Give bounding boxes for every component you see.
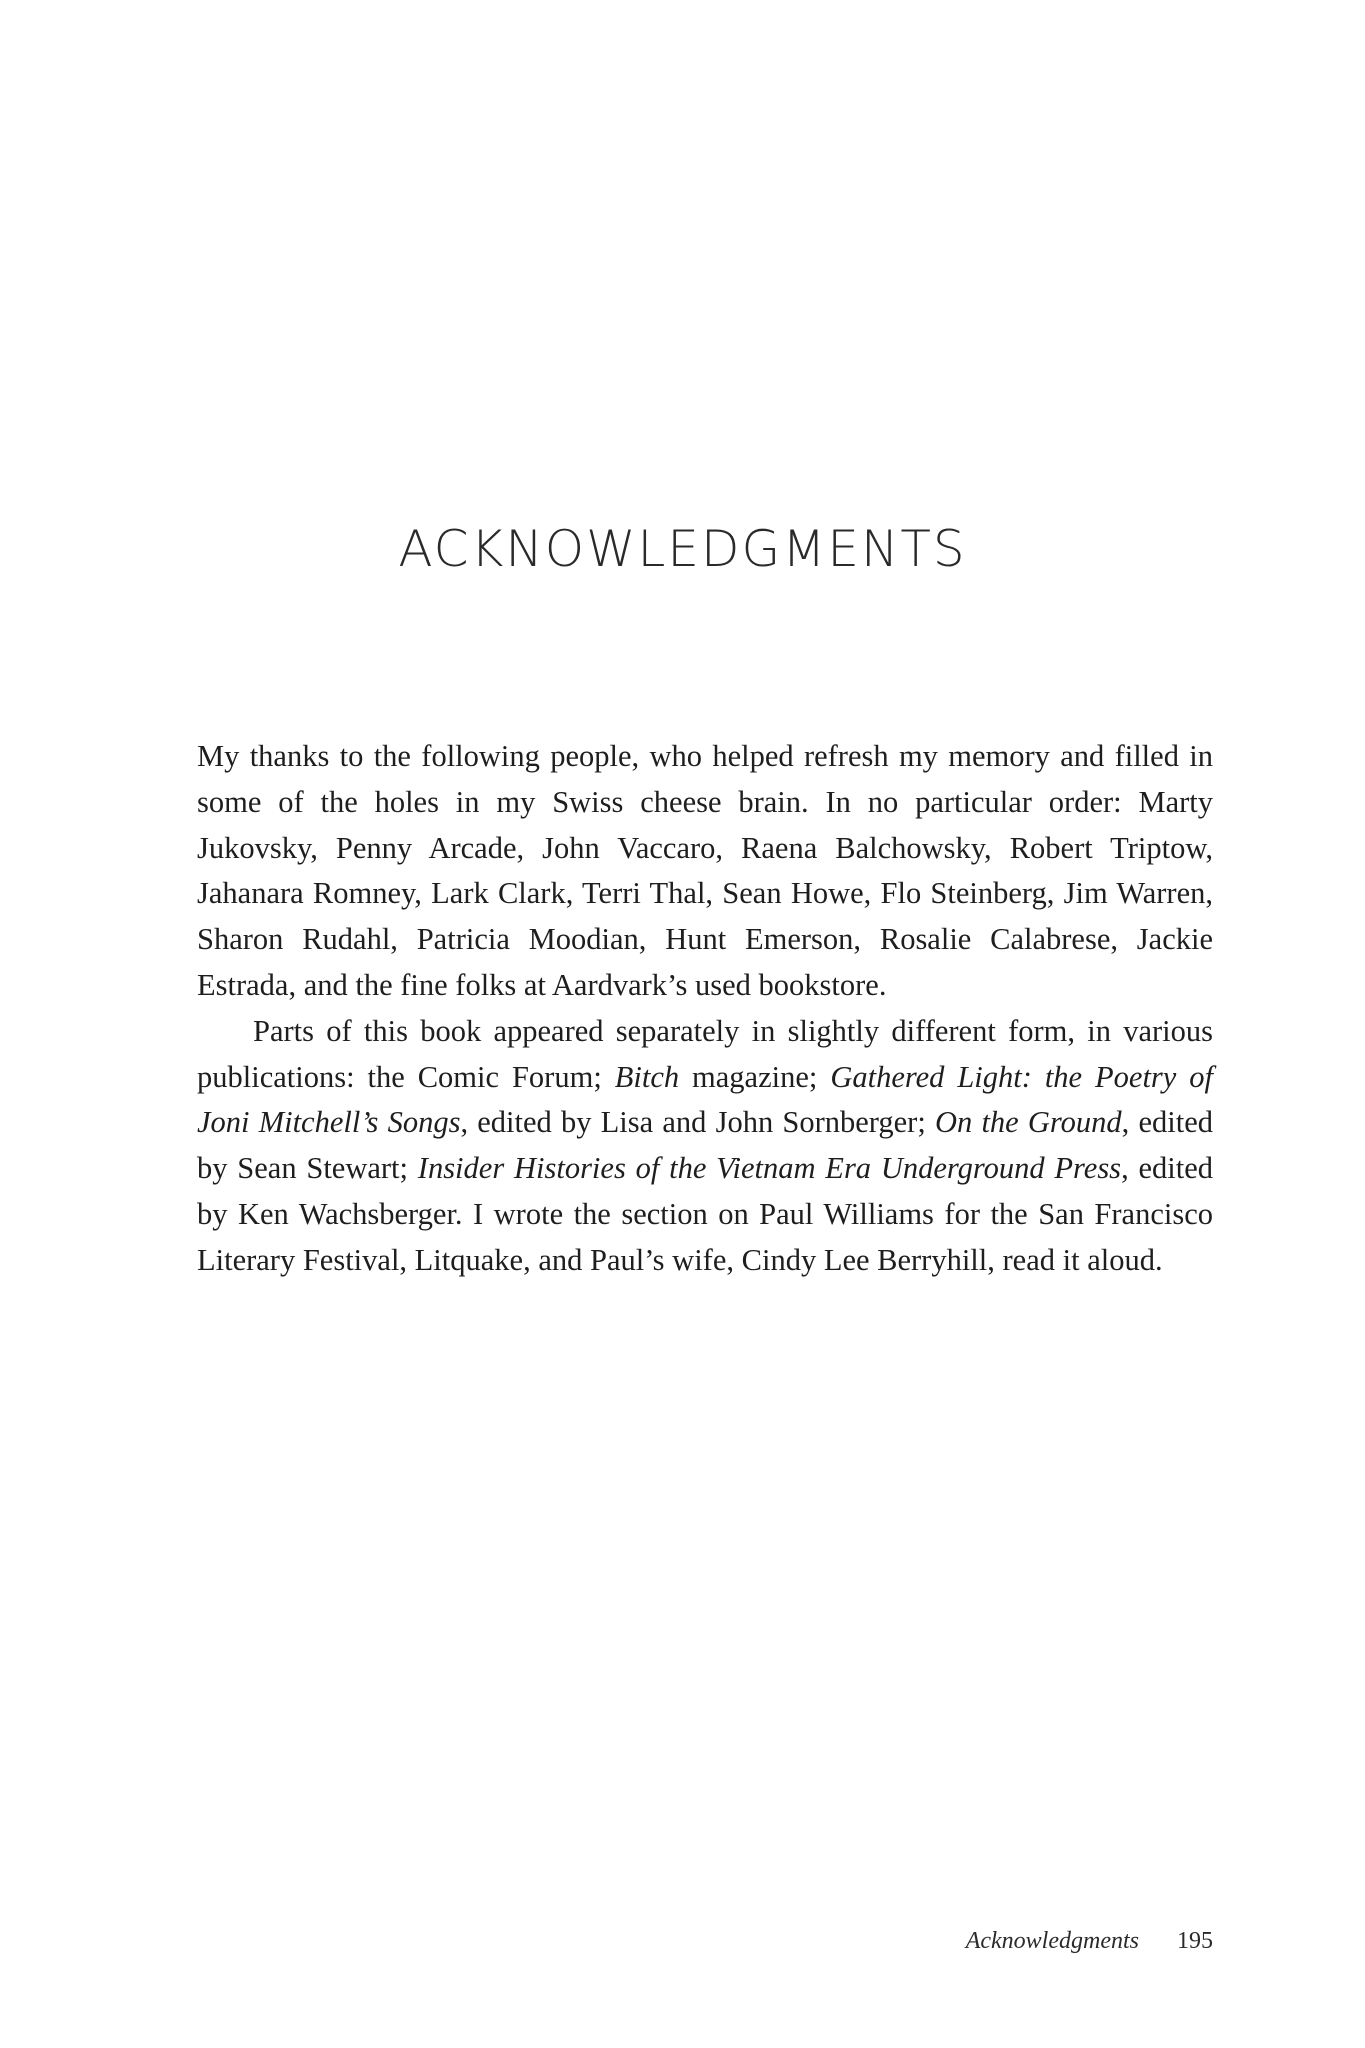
- text-segment: Parts of this book appeared separately in slightly different form, in various publications: the Comic Forum;: [197, 1013, 1213, 1094]
- page-title: ACKNOWLEDGMENTS: [398, 520, 967, 578]
- running-head: Acknowledgments: [965, 1928, 1139, 1954]
- italic-title: Bitch: [614, 1059, 680, 1094]
- paragraph-thanks: My thanks to the following people, who helped refresh my memory and filled in some of the holes in my Swiss cheese brain. In no particular order: Marty Jukovsky, Penny Arcade, John Vaccaro, Raena Balchowsky, Robert Triptow, Jahanara Romney, Lark Clark, Terri Thal, Sean Howe, Flo Steinberg, Jim Warren, Sharon Rudahl, Patricia Moodian, Hunt Emerson, Rosalie Calabrese, Jackie Estrada, and the fine folks at Aardvark’s used bookstore.: [197, 739, 1213, 1002]
- paragraph-publications: [197, 1009, 1213, 1284]
- italic-title: Gathered Light: the Poetry of Joni Mitchell’s Songs: [197, 1059, 1213, 1140]
- text-segment: magazine;: [679, 1059, 831, 1094]
- text-segment: , edited by Ken Wachsberger. I wrote the section on Paul Williams for the San Francisco Literary Festival, Litquake, and Paul’s wife, Cindy Lee Berryhill, read it aloud.: [197, 1151, 1213, 1277]
- italic-title: Insider Histories of the Vietnam Era Underground Press: [417, 1151, 1122, 1186]
- page-footer: [966, 1928, 1213, 1955]
- page-number: 195: [1177, 1928, 1213, 1954]
- text-segment: , edited by Lisa and John Sornberger;: [460, 1105, 935, 1140]
- text-segment: , edited by Sean Stewart;: [197, 1105, 1213, 1186]
- body-text: [197, 734, 1213, 1284]
- italic-title: On the Ground: [934, 1105, 1122, 1140]
